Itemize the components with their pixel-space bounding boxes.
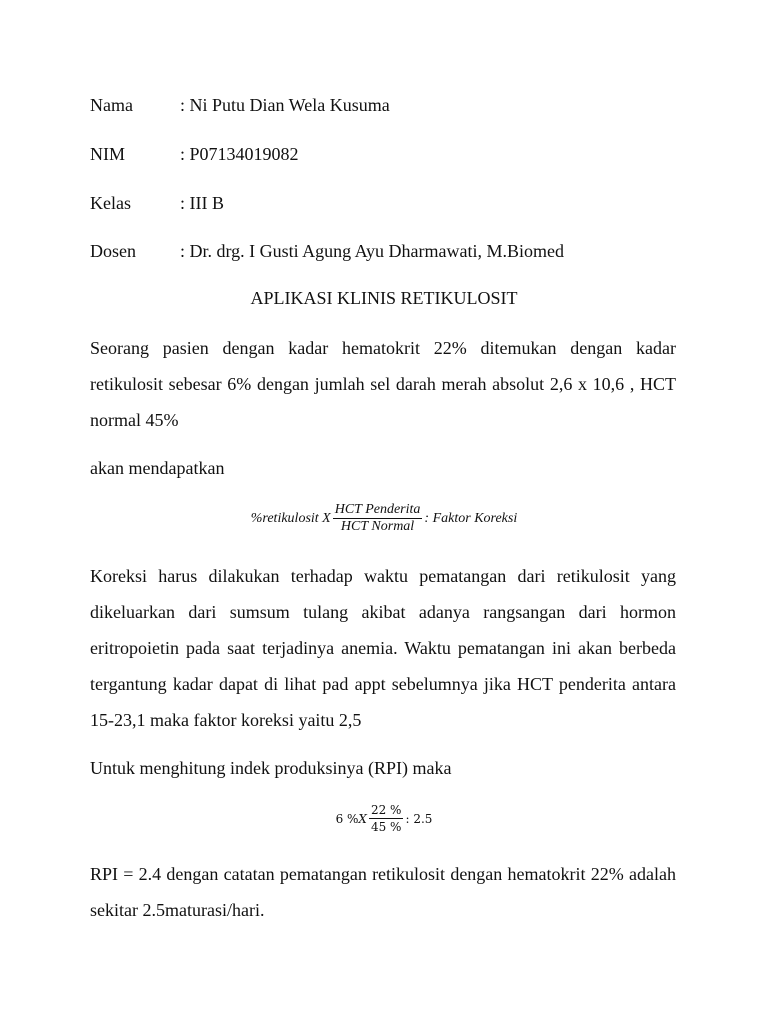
info-row-nama bbox=[90, 94, 390, 116]
info-label: NIM bbox=[90, 144, 125, 164]
formula-suffix: : 2.5 bbox=[405, 811, 433, 826]
info-row-nim bbox=[90, 143, 299, 165]
info-label: Nama bbox=[90, 95, 133, 115]
info-value: : P07134019082 bbox=[180, 144, 299, 164]
fraction-denominator: HCT Normal bbox=[340, 519, 415, 534]
formula-prefix: 6 % bbox=[335, 811, 359, 826]
info-label: Dosen bbox=[90, 241, 136, 261]
paragraph-correction-explanation: Koreksi harus dilakukan terhadap waktu pematangan dari retikulosit yang dikeluarkan dari sumsum tulang akibat adanya rangsangan dari hormon eritropoietin pada saat terjadinya anemia. Waktu pematangan ini akan berbeda tergantung kadar dapat di lihat pad appt sebelumnya jika HCT penderita antara 15-23,1 maka faktor koreksi yaitu 2,5 bbox=[90, 566, 676, 730]
fraction-denominator: 45 % bbox=[370, 820, 402, 834]
info-value: : III B bbox=[180, 193, 224, 213]
formula-multiply: X bbox=[358, 811, 367, 826]
formula-rpi bbox=[0, 802, 768, 835]
paragraph-rpi-intro: Untuk menghitung indek produksinya (RPI) maka bbox=[90, 758, 452, 778]
formula-correction-factor bbox=[0, 502, 768, 535]
info-value: : Ni Putu Dian Wela Kusuma bbox=[180, 95, 390, 115]
paragraph-intro-formula: akan mendapatkan bbox=[90, 458, 225, 478]
formula-suffix: : Faktor Koreksi bbox=[424, 510, 518, 526]
paragraph-patient-case: Seorang pasien dengan kadar hematokrit 22% ditemukan dengan kadar retikulosit sebesar 6% dengan jumlah sel darah merah absolut 2,6 x 10,6 , HCT normal 45% bbox=[90, 338, 676, 430]
info-row-kelas bbox=[90, 192, 224, 214]
paragraph-rpi-result: RPI = 2.4 dengan catatan pematangan retikulosit dengan hematokrit 22% adalah sekitar 2.5maturasi/hari. bbox=[90, 864, 676, 920]
info-label: Kelas bbox=[90, 193, 131, 213]
fraction bbox=[369, 802, 404, 835]
info-row-dosen bbox=[90, 240, 564, 262]
formula-prefix: %retikulosit X bbox=[250, 510, 331, 526]
fraction bbox=[333, 502, 423, 535]
fraction-numerator: 22 % bbox=[370, 803, 402, 817]
fraction-numerator: HCT Penderita bbox=[334, 502, 421, 517]
info-value: : Dr. drg. I Gusti Agung Ayu Dharmawati, M.Biomed bbox=[180, 241, 564, 261]
document-title: APLIKASI KLINIS RETIKULOSIT bbox=[250, 288, 518, 308]
